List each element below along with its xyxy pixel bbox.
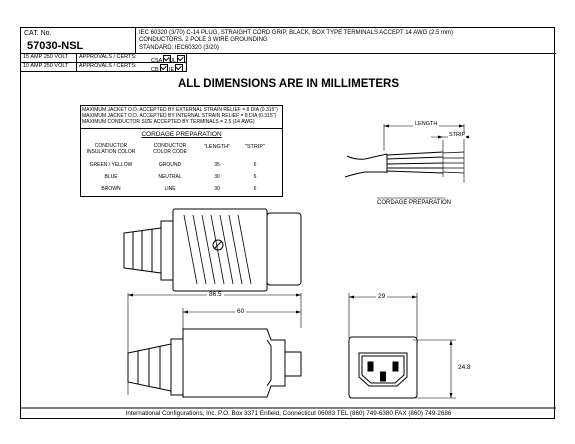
cert-mark-ul: UL bbox=[169, 55, 185, 63]
col-header-color-code: CONDUCTOR COLOR CODE bbox=[153, 143, 187, 155]
col-header-length: "LENGTH" bbox=[203, 144, 231, 150]
table-cell: 35 bbox=[214, 162, 220, 168]
page-title: ALL DIMENSIONS ARE IN MILLIMETERS bbox=[177, 78, 400, 90]
plug-front-view bbox=[349, 337, 417, 398]
rating-1: 15 AMP 250 VOLT bbox=[23, 54, 69, 60]
table-cell: LINE bbox=[164, 186, 176, 192]
dim-height: 24.8 bbox=[458, 364, 471, 371]
approvals-label-1: APPROVALS / CERTS: bbox=[79, 54, 137, 60]
dim-width: 29 bbox=[378, 293, 386, 300]
dim-overall: 86.5 bbox=[209, 291, 222, 298]
dim-body: 60 bbox=[237, 308, 245, 315]
table-cell: 30 bbox=[214, 186, 220, 192]
table-cell: 30 bbox=[214, 174, 220, 180]
table-title: CORDAGE PREPARATION bbox=[141, 131, 222, 138]
table-cell: BROWN bbox=[101, 186, 121, 192]
strip-label: STRIP bbox=[449, 132, 466, 138]
cert-mark-ie: IE bbox=[169, 64, 183, 72]
description-line-3: STANDARD: IEC60320 (3/20) bbox=[139, 45, 219, 51]
table-cell: BLUE bbox=[104, 174, 118, 180]
table-cell: NEUTRAL bbox=[158, 174, 182, 180]
col-header-strip: "STRIP" bbox=[244, 144, 266, 150]
plug-side-view bbox=[124, 209, 301, 291]
note-2: MAXIMUM JACKET O.D. ACCEPTED BY INTERNAL STRAIN RELIEF = 8 DIA (0.315") bbox=[82, 113, 277, 119]
table-cell: GREEN / YELLOW bbox=[89, 162, 133, 168]
description-line-1: IEC 60320 (3/70) C-14 PLUG, STRAIGHT CORD GRIP, BLACK, BOX TYPE TERMINALS ACCEPT 14 AWG (2.5 mm) bbox=[139, 30, 453, 36]
plug-top-view bbox=[128, 329, 301, 397]
length-label: LENGTH bbox=[415, 121, 438, 127]
cert-mark-csa: CSA bbox=[151, 55, 171, 63]
dimension-lines bbox=[128, 293, 456, 398]
drawing-area bbox=[21, 28, 556, 420]
table-cell: GROUND bbox=[158, 162, 182, 168]
cert-mark-cb: CB bbox=[151, 64, 168, 72]
table-cell: 6 bbox=[253, 162, 257, 168]
cordage-caption: CORDAGE PREPARATION bbox=[377, 200, 452, 206]
description-line-2: CONDUCTORS, 2 POLE 3 WIRE GROUNDING bbox=[139, 37, 268, 43]
rating-2: 10 AMP 250 VOLT bbox=[23, 63, 69, 69]
footer: International Configurations, Inc. P.O. Box 3371 Enfield, Connecticut 06083 TEL (860) 749-6380 FAX (860) 749-2686 bbox=[125, 410, 452, 417]
drawing-sheet bbox=[20, 27, 555, 419]
note-1: MAXIMUM JACKET O.D. ACCEPTED BY EXTERNAL STRAIN RELIEF = 8 DIA (0.315") bbox=[82, 107, 278, 113]
note-3: MAXIMUM CONDUCTOR SIZE ACCEPTED BY TERMINALS = 2.5 (14 AWG) bbox=[82, 119, 255, 125]
cat-no: 57030-NSL bbox=[27, 40, 84, 52]
table-cell: 6 bbox=[253, 186, 257, 192]
cat-no-label: CAT. No. bbox=[24, 30, 52, 37]
table-cell: 6 bbox=[253, 174, 257, 180]
col-header-insulation: CONDUCTOR INSULATION COLOR bbox=[86, 143, 136, 155]
approvals-label-2: APPROVALS / CERTS: bbox=[79, 63, 137, 69]
